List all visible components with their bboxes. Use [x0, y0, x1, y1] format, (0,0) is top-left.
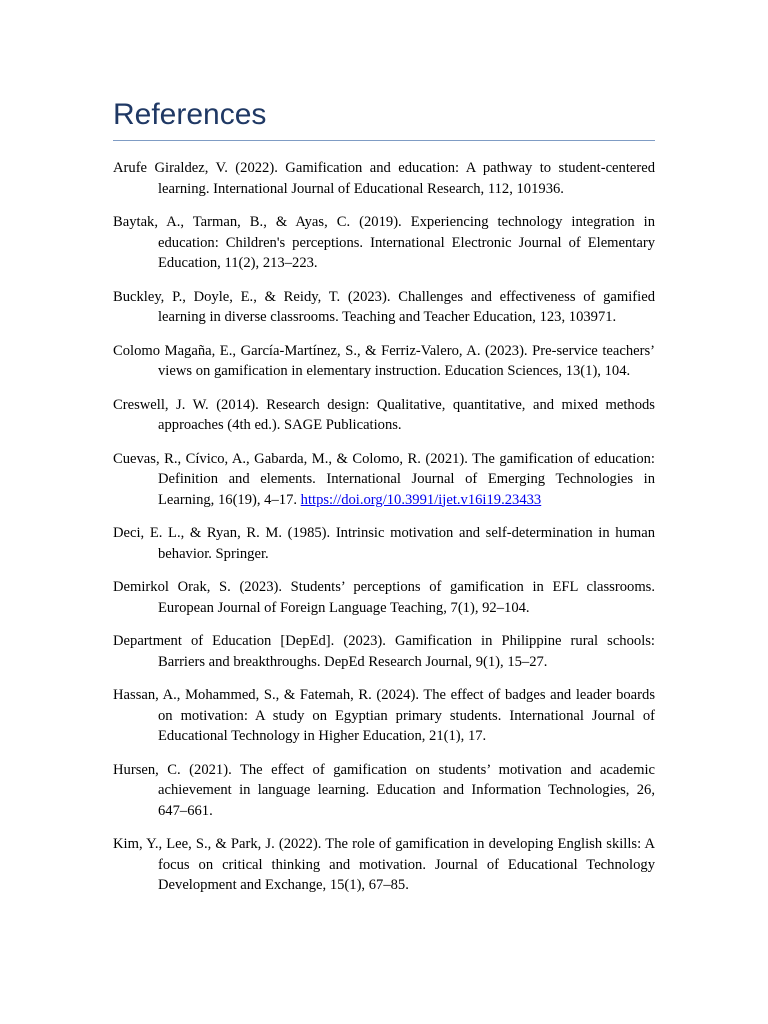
reference-text: Cuevas, R., Cívico, A., Gabarda, M., & Colomo, R. (2021). The gamification of education: Definition and elements. International Journal of Emerging Technologies in Learning, 16(19), 4–17.	[113, 450, 655, 508]
reference-entry	[113, 449, 655, 511]
reference-entry	[113, 834, 655, 896]
reference-text: Buckley, P., Doyle, E., & Reidy, T. (2023). Challenges and effectiveness of gamified learning in diverse classrooms. Teaching and Teacher Education, 123, 103971.	[113, 288, 655, 325]
reference-text: Colomo Magaña, E., García-Martínez, S., & Ferriz-Valero, A. (2023). Pre-service teachers’ views on gamification in elementary instruction. Education Sciences, 13(1), 104.	[113, 342, 655, 379]
reference-entry	[113, 395, 655, 436]
reference-text: Hursen, C. (2021). The effect of gamification on students’ motivation and academic achievement in language learning. Education and Information Technologies, 26, 647–661.	[113, 761, 655, 819]
reference-text: Department of Education [DepEd]. (2023). Gamification in Philippine rural schools: Barriers and breakthroughs. DepEd Research Journal, 9(1), 15–27.	[113, 633, 655, 670]
reference-text: Demirkol Orak, S. (2023). Students’ perceptions of gamification in EFL classrooms. European Journal of Foreign Language Teaching, 7(1), 92–104.	[113, 579, 655, 616]
reference-text: Baytak, A., Tarman, B., & Ayas, C. (2019). Experiencing technology integration in education: Children's perceptions. International Electronic Journal of Elementary Education, 11(2), 213–223.	[113, 214, 655, 271]
reference-text: Arufe Giraldez, V. (2022). Gamification and education: A pathway to student-centered learning. International Journal of Educational Research, 112, 101936.	[113, 160, 655, 197]
reference-text: Deci, E. L., & Ryan, R. M. (1985). Intrinsic motivation and self-determination in human behavior. Springer.	[113, 525, 655, 562]
reference-entry	[113, 341, 655, 382]
references-page	[113, 96, 655, 909]
reference-entry	[113, 523, 655, 564]
page-title: References	[113, 98, 267, 131]
reference-text: Kim, Y., Lee, S., & Park, J. (2022). The role of gamification in developing English skills: A focus on critical thinking and motivation. Journal of Educational Technology Development and Exchange, 15(1), 67–85.	[113, 836, 655, 893]
heading-divider	[113, 140, 655, 141]
reference-entry	[113, 158, 655, 199]
reference-text: Creswell, J. W. (2014). Research design: Qualitative, quantitative, and mixed methods approaches (4th ed.). SAGE Publications.	[113, 396, 655, 433]
reference-entry	[113, 760, 655, 822]
reference-list	[113, 158, 655, 896]
reference-entry	[113, 287, 655, 328]
reference-entry	[113, 685, 655, 747]
reference-entry	[113, 212, 655, 274]
doi-link[interactable]: https://doi.org/10.3991/ijet.v16i19.23433	[300, 491, 542, 508]
reference-entry	[113, 577, 655, 618]
reference-text: Hassan, A., Mohammed, S., & Fatemah, R. (2024). The effect of badges and leader boards on motivation: A study on Egyptian primary students. International Journal of Educational Technology in Higher Education, 21(1), 17.	[113, 687, 655, 744]
reference-entry	[113, 631, 655, 672]
